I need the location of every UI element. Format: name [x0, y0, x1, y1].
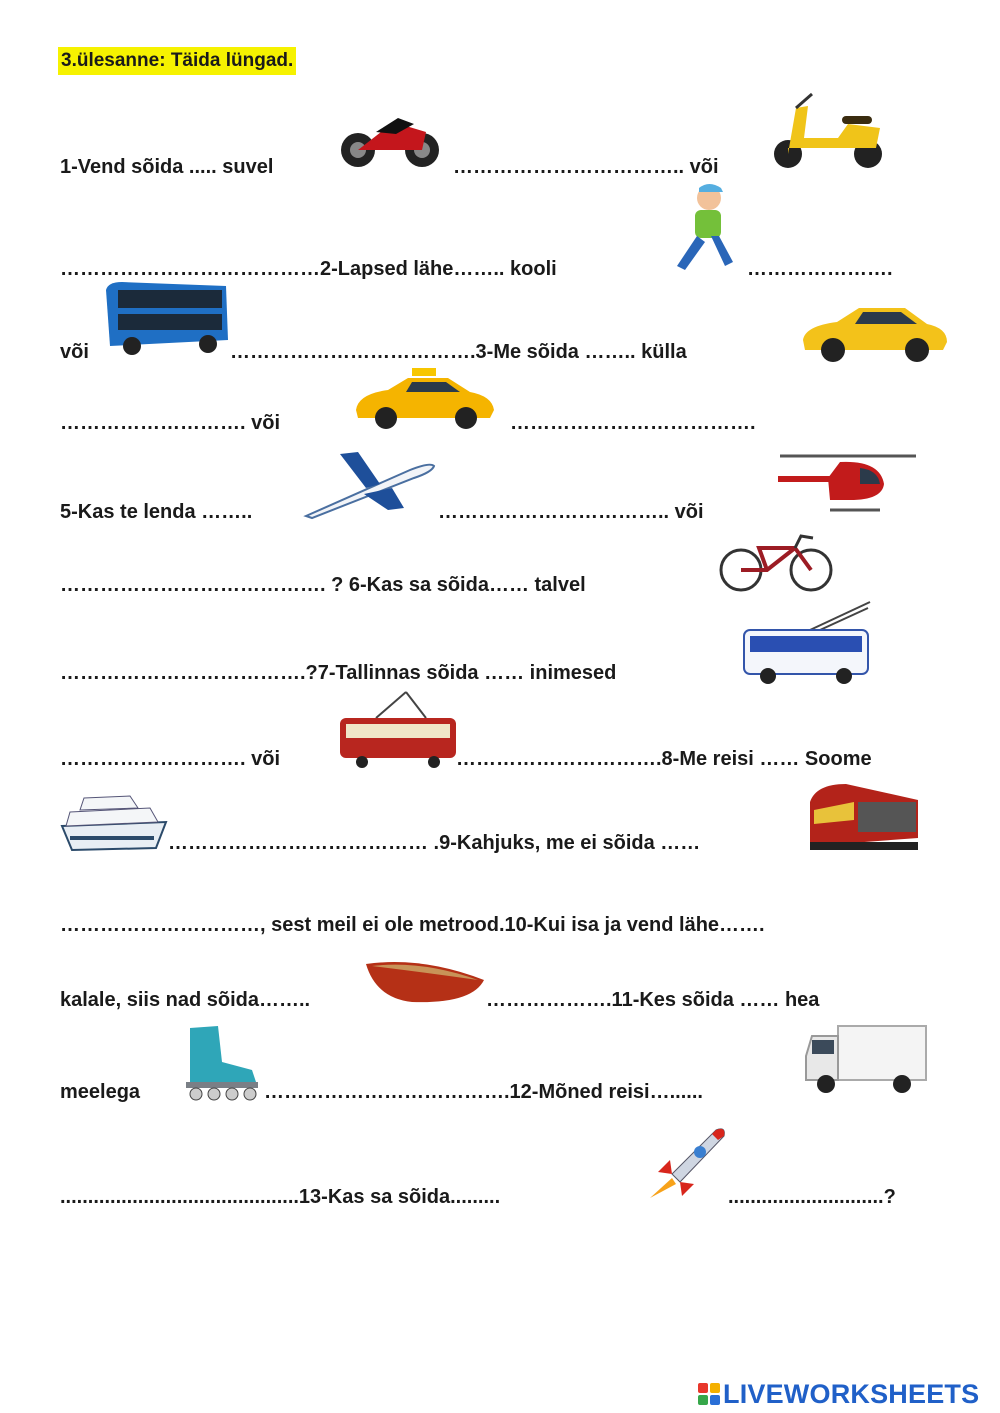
train-icon — [806, 780, 922, 854]
line-text: ……………………………….?7-Tallinnas sõida …… inimesed — [60, 662, 617, 684]
bus-icon — [98, 280, 232, 356]
liveworksheets-logo — [698, 1376, 979, 1412]
trolleybus-icon — [740, 600, 874, 684]
line-text: ………………………. või — [60, 412, 281, 434]
scooter-icon — [768, 88, 890, 172]
helicopter-icon — [770, 448, 920, 518]
car-icon — [797, 300, 951, 364]
walking-boy-icon — [663, 180, 735, 278]
line-text: ………………………. või — [60, 748, 281, 770]
taxi-icon — [352, 366, 498, 430]
page-title: 3.ülesanne: Täida lüngad. — [58, 47, 296, 75]
line-text: 1-Vend sõida ..... suvel — [60, 156, 274, 178]
boat-icon — [362, 950, 486, 1008]
sentence-line-4 — [60, 408, 960, 438]
sentence-line-11 — [60, 985, 960, 1015]
line-text: ………………………………… .9-Kahjuks, me ei sõida …… — [168, 832, 701, 854]
motorcycle-icon — [336, 110, 442, 170]
line-text: ………………………………. — [510, 412, 756, 434]
line-text: …………………………….. või — [438, 501, 704, 523]
line-text: ………………………….8-Me reisi …… Soome — [456, 748, 872, 770]
sentence-line-10 — [60, 910, 960, 940]
sentence-line-8 — [60, 744, 960, 774]
line-text: kalale, siis nad sõida…….. — [60, 989, 311, 1011]
rocket-icon — [642, 1124, 730, 1206]
rollerskate-icon — [176, 1022, 268, 1102]
line-text: ……………….11-Kes sõida …… hea — [486, 989, 820, 1011]
line-text: …………………………, sest meil ei ole metrood.10-Kui isa ja vend lähe……. — [60, 914, 765, 936]
line-text: ............................? — [728, 1186, 896, 1208]
line-text: …………………………….. või — [453, 156, 719, 178]
ship-icon — [60, 782, 170, 854]
sentence-line-13 — [60, 1182, 960, 1212]
line-text: …………………………………. ? 6-Kas sa sõida…… talvel — [60, 574, 586, 596]
line-text: ...........................................13-Kas sa sõida......... — [60, 1186, 501, 1208]
bicycle-icon — [715, 530, 837, 594]
logo-text: LIVEWORKSHEETS — [723, 1378, 980, 1409]
line-text: …………………. — [747, 258, 893, 280]
line-text: meelega — [60, 1081, 141, 1103]
line-text: ……………………………….12-Mõned reisi…...... — [264, 1081, 703, 1103]
tram-icon — [336, 690, 460, 770]
line-text: või — [60, 341, 89, 363]
line-text: ……………………………….3-Me sõida …….. külla — [230, 341, 687, 363]
line-text: 5-Kas te lenda …….. — [60, 501, 253, 523]
truck-icon — [802, 1022, 928, 1096]
airplane-icon — [300, 446, 440, 520]
logo-mark-icon — [698, 1383, 720, 1405]
line-text: …………………………………2-Lapsed lähe…….. kooli — [60, 258, 557, 280]
